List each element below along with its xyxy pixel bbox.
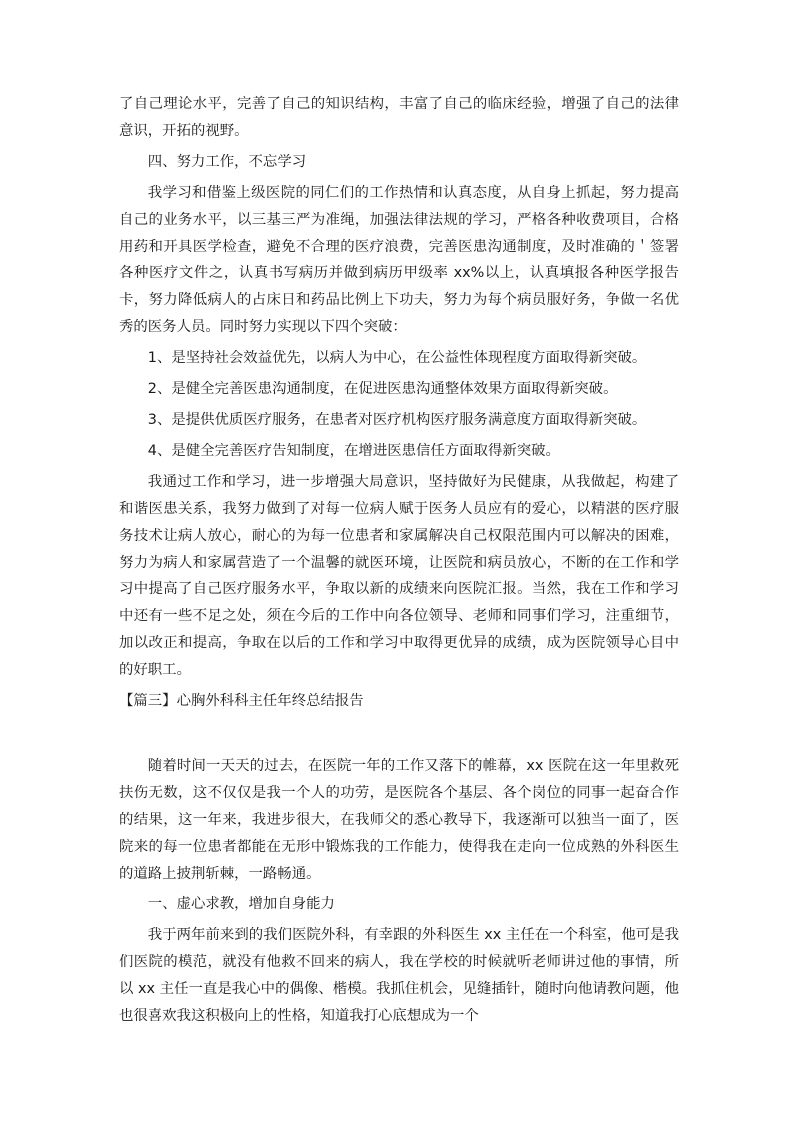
document-body: [119, 91, 679, 1034]
body-paragraph: 2、是健全完善医患沟通制度，在促进医患沟通整体效果方面取得新突破。: [147, 381, 618, 398]
body-paragraph: 我通过工作和学习，进一步增强大局意识，坚持做好为民健康，从我做起，构建了和谐医患关系，我努力做到了对每一位病人赋于医务人员应有的爱心，以精湛的医疗服务技术让病人放心，耐心的为每一位患者和家属解决自己权限范围内可以解决的困难，努力为病人和家属营造了一个温馨的就医环境，让医院和病员放心，不断的在工作和学习中提高了自己医疗服务水平，争取以新的成绩来向医院汇报。当然，我在工作和学习中还有一些不足之处，须在今后的工作中向各位领导、老师和同事们学习，注重细节，加以改正和提高，争取在以后的工作和学习中取得更优异的成绩，成为医院领导心目中的好职工。: [119, 473, 679, 679]
section-spacer: [119, 715, 679, 753]
body-paragraph: 3、是提供优质医疗服务，在患者对医疗机构医疗服务满意度方面取得新突破。: [147, 411, 647, 428]
body-paragraph: 随着时间一天天的过去，在医院一年的工作又落下的帷幕，xx 医院在这一年里救死扶伤无数，这不仅仅是我一个人的功劳，是医院各个基层、各个岗位的同事一起奋合作的结果，这一年来，我进步很大，在我师父的悉心教导下，我逐渐可以独当一面了，医院来的每一位患者都能在无形中锻炼我的工作能力，使得我在走向一位成熟的外科医生的道路上披荆斩棘，一路畅通。: [119, 757, 679, 882]
body-paragraph: 1、是坚持社会效益优先，以病人为中心，在公益性体现程度方面取得新突破。: [147, 350, 647, 367]
body-paragraph: 我学习和借鉴上级医院的同仁们的工作热情和认真态度，从自身上抓起，努力提高自己的业务水平，以三基三严为准绳，加强法律法规的学习，严格各种收费项目，合格用药和开具医学检查，避免不合理的医疗浪费，完善医患沟通制度，及时准确的＇签署各种医疗文件之，认真书写病历并做到病历甲级率 xx%以上，认真填报各种医学报告卡，努力降低病人的占床日和药品比例上下功夫，努力为每个病员服好务，争做一名优秀的医务人员。同时努力实现以下四个突破：: [119, 184, 679, 336]
article-title: 【篇三】心胸外科科主任年终总结报告: [119, 693, 364, 710]
body-paragraph: 我于两年前来到的我们医院外科，有幸跟的外科医生 xx 主任在一个科室，他可是我们医院的模范，就没有他救不回来的病人，我在学校的时候就听老师讲过他的事情，所以 xx 主任一直是我心中的偶像、楷模。我抓住机会，见缝插针，随时向他请教问题，他也很喜欢我这积极向上的性格，知道我打心底想成为一个: [119, 927, 679, 1025]
body-paragraph: 4、是健全完善医疗告知制度，在增进医患信任方面取得新突破。: [147, 442, 560, 459]
body-paragraph: 了自己理论水平，完善了自己的知识结构，丰富了自己的临床经验，增强了自己的法律意识，开拓的视野。: [119, 96, 679, 139]
section-heading: 一、虚心求教，增加自身能力: [147, 896, 335, 913]
section-heading: 四、努力工作，不忘学习: [147, 153, 307, 170]
